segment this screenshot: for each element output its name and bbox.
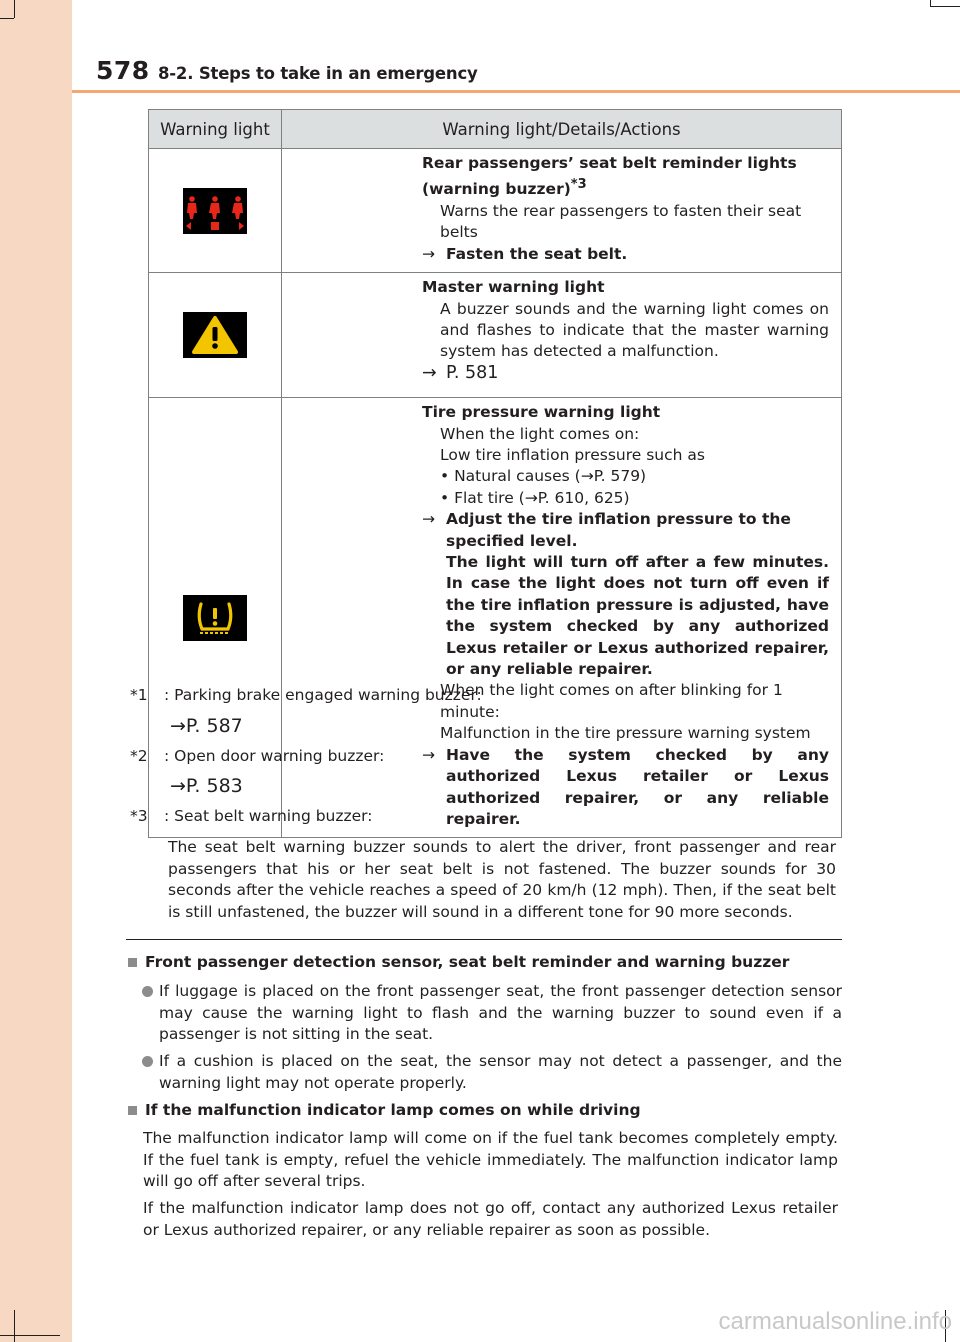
footnote-mark: *3 [130,807,148,825]
warning-action: Fasten the seat belt. [446,244,628,263]
bullet-item: • Flat tire (→P. 610, 625) [440,488,630,507]
note-heading: Front passenger detection sensor, seat belt reminder and warning buzzer [128,953,789,971]
crop-mark [930,6,960,7]
table-row [149,398,842,838]
header-rule [72,90,960,93]
warning-detail: Malfunction in the tire pressure warning system [440,724,811,743]
icon-cell [149,149,282,273]
footnote [130,745,384,767]
note-paragraph: If the malfunction indicator lamp does not go off, contact any authorized Lexus retailer or Lexus authorized repairer, or any reliable repairer as soon as possible. [143,1199,838,1239]
table-header-row [149,110,842,149]
warning-light-table [148,109,842,838]
watermark: carmanualsonline.info [718,1308,952,1335]
warning-title: Rear passengers’ seat belt reminder lights (warning buzzer) [422,154,797,199]
warning-action: Have the system checked by any authorized Lexus retailer or Lexus authorized repairer, or any reliable repairer. [446,745,829,828]
icon-cell [149,398,282,838]
crop-mark [14,0,15,18]
footnote-text: : Parking brake engaged warning buzzer: [164,686,482,704]
warning-detail: Warns the rear passengers to fasten their seat belts [440,201,802,242]
footnote-ref: →P. 587 [170,715,243,737]
warning-detail: A buzzer sounds and the warning light comes on and flashes to indicate that the master warning system has detected a malfunction. [440,299,829,361]
footnote [130,805,373,827]
note-heading: If the malfunction indicator lamp comes on while driving [128,1101,641,1119]
footnote-mark: *1 [130,686,148,704]
footnote-ref: *3 [570,177,587,193]
section-title: 8-2. Steps to take in an emergency [158,64,478,83]
warning-title: Master warning light [422,278,605,297]
note-bullet: If luggage is placed on the front passenger seat, the front passenger detection sensor may cause the warning light to flash and the warning buzzer to sound even if a passenger is not sitting in the seat. [142,981,842,1046]
icon-cell [149,273,282,398]
note-bullet: If a cushion is placed on the seat, the sensor may not detect a passenger, and the warning light may not operate properly. [142,1051,842,1094]
note-paragraph: The malfunction indicator lamp will come on if the fuel tank becomes completely empty. If the fuel tank is empty, refuel the vehicle immediately. The malfunction indicator lamp will go off after several trips. [143,1129,838,1191]
circle-bullet-icon [142,986,153,997]
footnote-text: : Open door warning buzzer: [164,747,385,765]
warning-action-note: The light will turn off after a few minutes. In case the light does not turn off even if the tire inflation pressure is adjusted, have the system checked by any authorized Lexus retailer or Lexus authorized repairer, or any reliable repairer. [446,553,829,679]
section-divider [126,939,842,940]
column-header-details: Warning light/Details/Actions [282,110,842,149]
details-cell [282,149,842,273]
details-cell [282,273,842,398]
table-row [149,149,842,273]
crop-mark [14,1310,15,1342]
square-bullet-icon [128,958,137,967]
tire-pressure-warning-icon [183,595,247,641]
circle-bullet-icon [142,1056,153,1067]
warning-action: Adjust the tire inflation pressure to the specified level. [446,510,791,550]
rear-seat-belt-reminder-icon [183,188,247,234]
warning-title: Tire pressure warning light [422,403,661,422]
arrow: → [422,510,435,529]
table-row [149,273,842,398]
footnote [130,684,482,706]
arrow: → [422,745,435,764]
page-number: 578 [96,56,150,85]
warning-detail: Low tire inflation pressure such as [440,446,705,464]
bullet-item: • Natural causes (→P. 579) [440,467,647,486]
details-cell [282,398,842,838]
footnote-mark: *2 [130,747,148,765]
footnote-text: : Seat belt warning buzzer: [164,807,373,825]
warning-detail: When the light comes on: [440,424,640,443]
page-margin-band [0,0,72,1342]
master-warning-icon [183,312,247,358]
arrow: → [422,244,435,263]
crop-mark [0,1335,60,1336]
footnote-ref: →P. 583 [170,775,243,797]
warning-detail: When the light comes on after blinking for 1 minute: [440,681,783,721]
arrow: → [422,362,437,383]
column-header-warning-light: Warning light [149,110,282,149]
square-bullet-icon [128,1106,137,1115]
footnote-paragraph: The seat belt warning buzzer sounds to alert the driver, front passenger and rear passengers that his or her seat belt is not fastened. The buzzer sounds for 30 seconds after the vehicle reaches a speed of 20 km/h (12 mph). Then, if the seat belt is still unfastened, the buzzer will sound in a different tone for 90 more seconds. [168,838,836,921]
page-reference: P. 581 [446,362,499,383]
crop-mark [0,18,14,19]
